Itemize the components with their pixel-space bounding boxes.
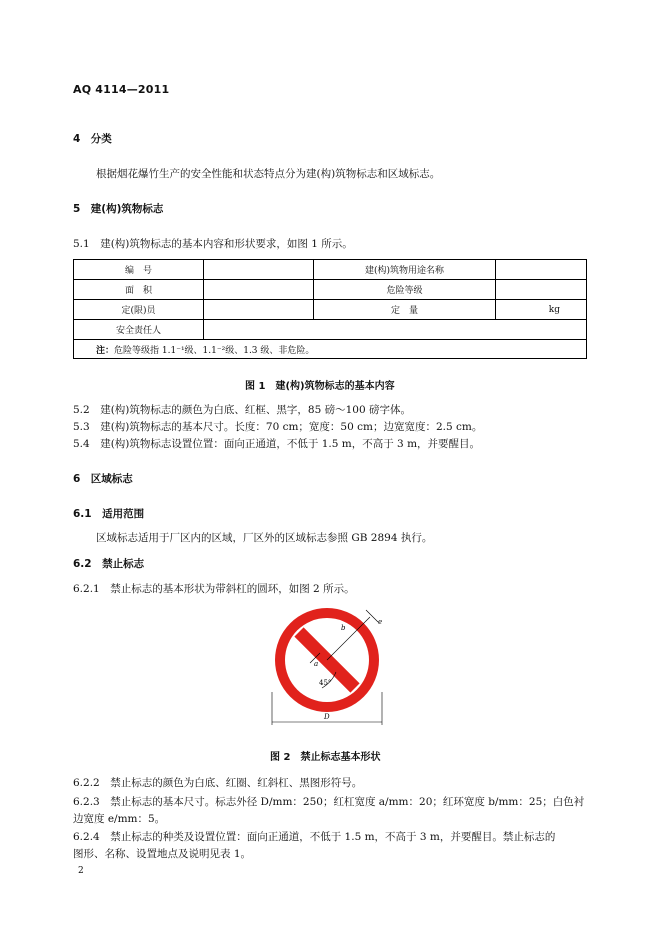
- table-cell: 定(限)员: [74, 300, 204, 320]
- building-sign-table: [73, 259, 587, 359]
- figure-2-caption: 图 2 禁止标志基本形状: [270, 752, 381, 763]
- table-row: [74, 300, 587, 320]
- table-cell: 编 号: [74, 260, 204, 280]
- dimension-line-edge: [366, 610, 378, 622]
- table-row: [74, 320, 587, 340]
- standard-code-header: AQ 4114—2011: [73, 83, 170, 96]
- label-angle: 45°: [319, 679, 332, 687]
- table-cell: 定 量: [314, 300, 496, 320]
- table-cell: 面 积: [74, 280, 204, 300]
- table-note: [74, 340, 587, 359]
- section-5-1: 5.1 建(构)筑物标志的基本内容和形状要求，如图 1 所示。: [73, 238, 353, 250]
- table-cell: [496, 260, 587, 280]
- table-cell: 安全责任人: [74, 320, 204, 340]
- prohibition-sign-figure: [262, 602, 392, 727]
- table-cell: 危险等级: [314, 280, 496, 300]
- section-6-heading: 6 区域标志: [73, 473, 133, 485]
- section-6-2-3-line1: 6.2.3 禁止标志的基本尺寸。标志外径 D/mm：250；红杠宽度 a/mm：20；红环宽度 b/mm：25；白色衬: [73, 796, 585, 808]
- table-note-text: 危险等级指 1.1⁻¹级、1.1⁻²级、1.3 级、非危险。: [114, 345, 315, 356]
- table-note-label: 注：: [96, 345, 115, 356]
- section-5-3: 5.3 建(构)筑物标志的基本尺寸。长度：70 cm；宽度：50 cm；边宽宽度：2.5 cm。: [73, 421, 483, 433]
- section-6-2-4-line1: 6.2.4 禁止标志的种类及设置位置：面向正通道，不低于 1.5 m，不高于 3 m，并要醒目。禁止标志的: [73, 831, 556, 843]
- table-cell: [204, 280, 314, 300]
- section-5-heading: 5 建(构)筑物标志: [73, 203, 164, 215]
- table-cell: [204, 320, 587, 340]
- section-6-2-3-line2: 边宽度 e/mm：5。: [73, 813, 166, 825]
- page-number: 2: [78, 866, 84, 876]
- section-4-heading: 4 分类: [73, 133, 112, 145]
- section-6-1-heading: 6.1 适用范围: [73, 508, 145, 520]
- table-note-row: [74, 340, 587, 359]
- section-6-2-2: 6.2.2 禁止标志的颜色为白底、红圈、红斜杠、黑图形符号。: [73, 777, 363, 789]
- section-5-2: 5.2 建(构)筑物标志的颜色为白底、红框、黑字，85 磅～100 磅字体。: [73, 404, 411, 416]
- table-row: [74, 260, 587, 280]
- section-6-2-heading: 6.2 禁止标志: [73, 558, 145, 570]
- label-diameter: D: [324, 713, 330, 721]
- section-4-body: 根据烟花爆竹生产的安全性能和状态特点分为建(构)筑物标志和区域标志。: [96, 168, 441, 180]
- section-5-4: 5.4 建(构)筑物标志设置位置：面向正通道，不低于 1.5 m，不高于 3 m，并要醒目。: [73, 438, 481, 450]
- section-6-2-4-line2: 图形、名称、设置地点及说明见表 1。: [73, 848, 252, 860]
- table-cell: [496, 280, 587, 300]
- table-cell: [204, 260, 314, 280]
- label-b: b: [341, 624, 346, 632]
- table-cell: 建(构)筑物用途名称: [314, 260, 496, 280]
- table-cell: [204, 300, 314, 320]
- figure-1-caption: 图 1 建(构)筑物标志的基本内容: [245, 381, 395, 392]
- section-6-2-1: 6.2.1 禁止标志的基本形状为带斜杠的圆环，如图 2 所示。: [73, 583, 355, 595]
- label-e: e: [378, 618, 383, 626]
- table-cell: kg: [496, 300, 587, 320]
- section-6-1-body: 区域标志适用于厂区内的区域，厂区外的区域标志参照 GB 2894 执行。: [96, 532, 433, 544]
- table-row: [74, 280, 587, 300]
- label-a: a: [314, 660, 319, 668]
